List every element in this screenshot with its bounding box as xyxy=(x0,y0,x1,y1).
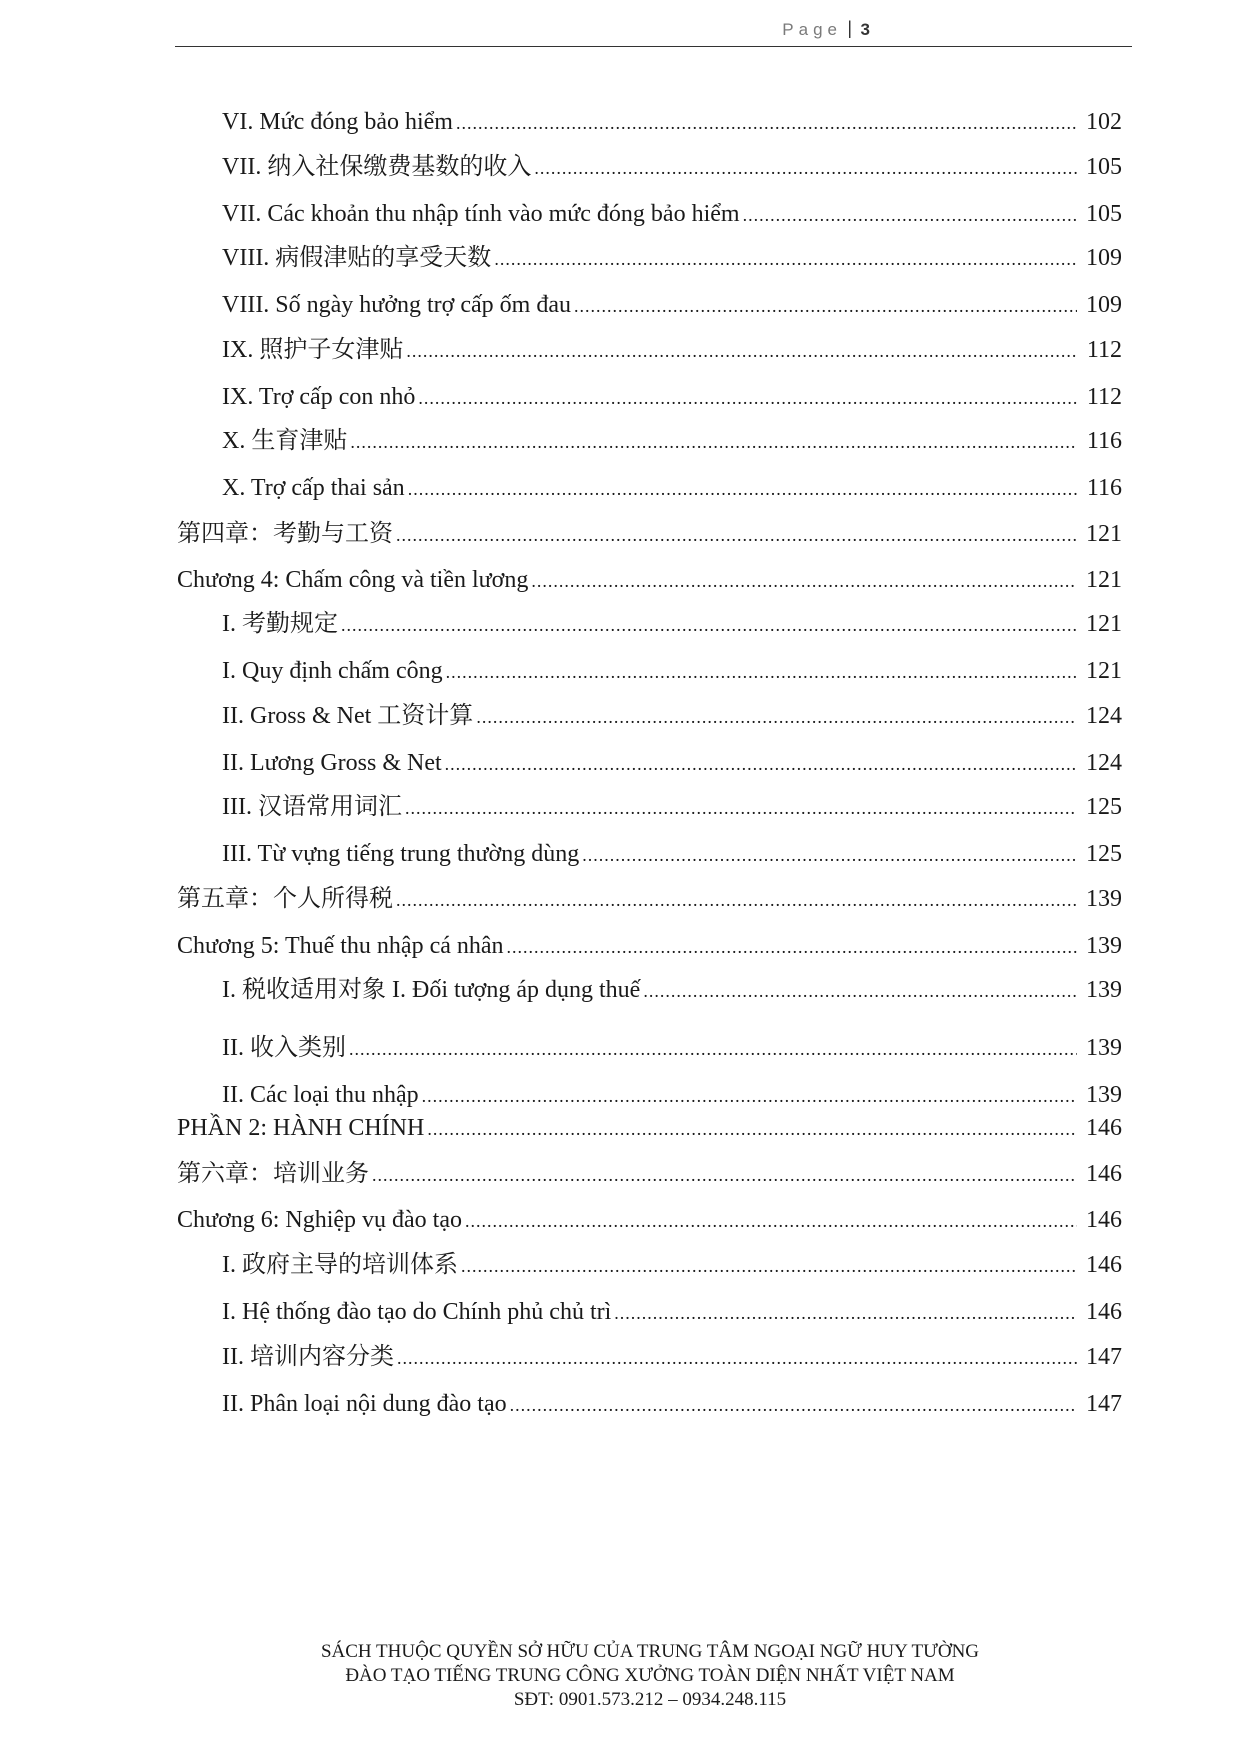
toc-entry[interactable] xyxy=(222,425,1122,457)
toc-entry-title: VII. Các khoản thu nhập tính vào mức đóng bảo hiểm xyxy=(222,201,740,227)
toc-entry-page: 124 xyxy=(1086,750,1122,776)
toc-entry[interactable] xyxy=(177,1158,1122,1190)
toc-entry-page: 102 xyxy=(1086,109,1122,135)
toc-entry-title: 第五章：个人所得税 xyxy=(177,886,393,912)
toc-dot-leader xyxy=(350,426,1077,458)
toc-entry[interactable] xyxy=(222,198,1122,230)
toc-entry[interactable] xyxy=(222,974,1122,1006)
toc-dot-leader xyxy=(422,1080,1077,1112)
toc-dot-leader xyxy=(494,243,1077,275)
page-label: Page xyxy=(782,20,842,39)
toc-entry-title: 第六章：培训业务 xyxy=(177,1161,369,1187)
toc-entry-title: X. 生育津贴 xyxy=(222,428,348,454)
toc-entry[interactable] xyxy=(177,1112,1122,1144)
toc-entry-title: VIII. Số ngày hưởng trợ cấp ốm đau xyxy=(222,292,571,318)
toc-entry-title: VII. 纳入社保缴费基数的收入 xyxy=(222,154,532,180)
toc-entry[interactable] xyxy=(222,151,1122,183)
toc-entry-title: VI. Mức đóng bảo hiểm xyxy=(222,109,453,135)
toc-dot-leader xyxy=(406,335,1077,367)
toc-entry-page: 124 xyxy=(1086,703,1122,729)
toc-entry-page: 116 xyxy=(1086,475,1122,501)
toc-entry-title: I. 考勤规定 xyxy=(222,611,338,637)
toc-dot-leader xyxy=(574,290,1077,322)
toc-entry-title: X. Trợ cấp thai sản xyxy=(222,475,405,501)
toc-entry[interactable] xyxy=(222,1032,1122,1064)
toc-entry[interactable] xyxy=(222,289,1122,321)
toc-dot-leader xyxy=(582,839,1077,871)
footer-ownership: SÁCH THUỘC QUYỀN SỞ HỮU CỦA TRUNG TÂM NGOẠI NGỮ HUY TƯỜNG xyxy=(320,1641,980,1662)
toc-dot-leader xyxy=(743,199,1077,231)
toc-entry-title: 第四章：考勤与工资 xyxy=(177,521,393,547)
toc-entry-page: 116 xyxy=(1086,428,1122,454)
toc-entry[interactable] xyxy=(222,334,1122,366)
page-separator: | xyxy=(847,18,852,38)
toc-entry-page: 112 xyxy=(1086,337,1122,363)
toc-entry-title: III. 汉语常用词汇 xyxy=(222,794,402,820)
toc-entry-page: 146 xyxy=(1086,1252,1122,1278)
toc-entry-title: I. Hệ thống đào tạo do Chính phủ chủ trì xyxy=(222,1299,612,1325)
toc-entry-page: 109 xyxy=(1086,292,1122,318)
toc-dot-leader xyxy=(418,382,1077,414)
toc-entry[interactable] xyxy=(222,1341,1122,1373)
toc-entry-title: I. 政府主导的培训体系 xyxy=(222,1252,458,1278)
toc-entry-title: PHẦN 2: HÀNH CHÍNH xyxy=(177,1115,425,1141)
toc-entry-page: 146 xyxy=(1086,1115,1122,1141)
footer-phone: SĐT: 0901.573.212 – 0934.248.115 xyxy=(513,1689,787,1710)
toc-entry[interactable] xyxy=(222,1079,1122,1111)
toc-entry[interactable] xyxy=(177,883,1122,915)
toc-dot-leader xyxy=(614,1297,1077,1329)
toc-entry-page: 147 xyxy=(1086,1391,1122,1417)
page-number: 3 xyxy=(860,20,870,39)
toc-entry-title: Chương 4: Chấm công và tiền lương xyxy=(177,567,529,593)
toc-dot-leader xyxy=(405,792,1077,824)
toc-entry-title: IX. Trợ cấp con nhỏ xyxy=(222,384,416,410)
toc-entry-page: 109 xyxy=(1086,245,1122,271)
toc-dot-leader xyxy=(531,565,1077,597)
toc-entry-title: IX. 照护子女津贴 xyxy=(222,337,404,363)
toc-dot-leader xyxy=(408,473,1077,505)
toc-dot-leader xyxy=(349,1033,1077,1065)
toc-dot-leader xyxy=(465,1205,1077,1237)
toc-dot-leader xyxy=(397,1342,1077,1374)
toc-dot-leader xyxy=(534,152,1077,184)
toc-dot-leader xyxy=(476,701,1077,733)
toc-dot-leader xyxy=(372,1159,1077,1191)
toc-entry[interactable] xyxy=(222,1388,1122,1420)
toc-entry-page: 125 xyxy=(1086,841,1122,867)
toc-entry[interactable] xyxy=(222,242,1122,274)
toc-entry[interactable] xyxy=(222,608,1122,640)
toc-entry[interactable] xyxy=(222,1296,1122,1328)
toc-entry-title: I. 税收适用对象 I. Đối tượng áp dụng thuế xyxy=(222,977,641,1003)
toc-dot-leader xyxy=(427,1113,1077,1145)
toc-entry[interactable] xyxy=(222,381,1122,413)
toc-entry[interactable] xyxy=(177,518,1122,550)
toc-entry[interactable] xyxy=(222,106,1122,138)
toc-entry-page: 146 xyxy=(1086,1207,1122,1233)
toc-entry-page: 139 xyxy=(1086,1035,1122,1061)
toc-entry-title: II. 培训内容分类 xyxy=(222,1344,394,1370)
toc-entry-page: 121 xyxy=(1086,658,1122,684)
toc-entry-page: 121 xyxy=(1086,521,1122,547)
toc-dot-leader xyxy=(643,975,1077,1007)
footer xyxy=(0,1640,1241,1712)
toc-entry[interactable] xyxy=(222,472,1122,504)
toc-entry-page: 105 xyxy=(1086,154,1122,180)
toc-dot-leader xyxy=(507,931,1077,963)
toc-entry-page: 139 xyxy=(1086,933,1122,959)
toc-entry-title: Chương 6: Nghiệp vụ đào tạo xyxy=(177,1207,462,1233)
toc-entry-page: 146 xyxy=(1086,1161,1122,1187)
toc-entry-page: 139 xyxy=(1086,886,1122,912)
toc-entry-page: 121 xyxy=(1086,567,1122,593)
toc-entry-page: 139 xyxy=(1086,977,1122,1003)
toc-entry-title: Chương 5: Thuế thu nhập cá nhân xyxy=(177,933,504,959)
toc-entry[interactable] xyxy=(222,1249,1122,1281)
toc-entry-page: 146 xyxy=(1086,1299,1122,1325)
toc-entry-title: III. Từ vựng tiếng trung thường dùng xyxy=(222,841,580,867)
toc-entry-title: II. Gross & Net 工资计算 xyxy=(222,703,474,729)
toc-entry-title: II. Phân loại nội dung đào tạo xyxy=(222,1391,507,1417)
toc-dot-leader xyxy=(446,656,1077,688)
toc-entry[interactable] xyxy=(222,791,1122,823)
toc-entry-page: 147 xyxy=(1086,1344,1122,1370)
toc-dot-leader xyxy=(510,1389,1077,1421)
toc-entry-page: 112 xyxy=(1086,384,1122,410)
toc-dot-leader xyxy=(396,884,1077,916)
toc-entry-title: II. 收入类别 xyxy=(222,1035,346,1061)
toc-dot-leader xyxy=(456,107,1077,139)
toc-entry[interactable] xyxy=(177,930,1122,962)
toc-dot-leader xyxy=(461,1250,1077,1282)
toc-entry[interactable] xyxy=(222,747,1122,779)
toc-entry-title: I. Quy định chấm công xyxy=(222,658,443,684)
toc-entry-title: II. Các loại thu nhập xyxy=(222,1082,419,1108)
toc-entry[interactable] xyxy=(222,838,1122,870)
toc-entry-page: 139 xyxy=(1086,1082,1122,1108)
toc-dot-leader xyxy=(341,609,1077,641)
toc-entry[interactable] xyxy=(177,564,1122,596)
toc-dot-leader xyxy=(445,748,1077,780)
toc-entry-title: VIII. 病假津贴的享受天数 xyxy=(222,245,492,271)
toc-entry[interactable] xyxy=(177,1204,1122,1236)
toc-entry-page: 105 xyxy=(1086,201,1122,227)
footer-tagline: ĐÀO TẠO TIẾNG TRUNG CÔNG XƯỞNG TOÀN DIỆN NHẤT VIỆT NAM xyxy=(345,1665,955,1686)
toc-entry[interactable] xyxy=(222,700,1122,732)
toc-entry-page: 125 xyxy=(1086,794,1122,820)
toc-entry-page: 121 xyxy=(1086,611,1122,637)
toc-entry-title: II. Lương Gross & Net xyxy=(222,750,442,776)
toc-dot-leader xyxy=(396,519,1077,551)
toc-entry[interactable] xyxy=(222,655,1122,687)
